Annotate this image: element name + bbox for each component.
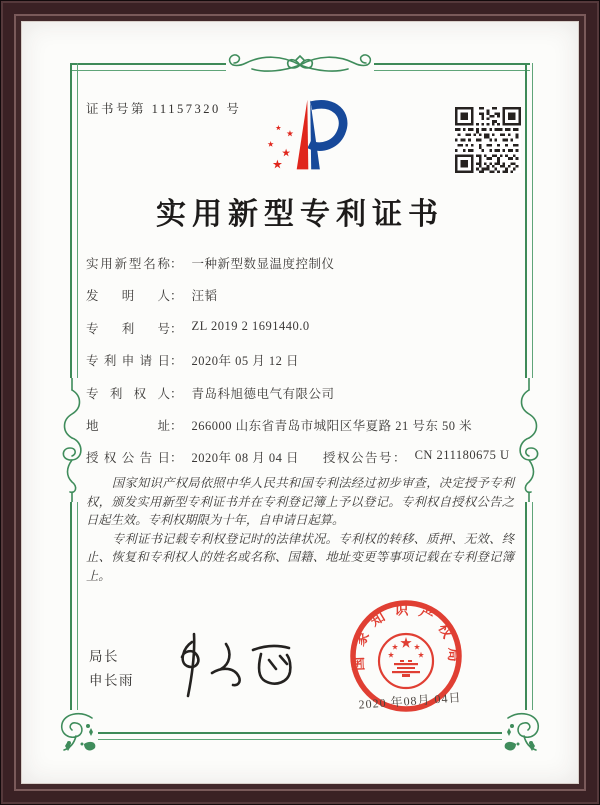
field-colon: ： [170, 257, 183, 271]
field-row-name [86, 254, 516, 272]
field-value: CN 211180675 U [414, 448, 510, 463]
bottom-left-floral-ornament [56, 710, 98, 756]
field-label: 授权公告号 [323, 451, 394, 466]
field-value: 2020年 05 月 12 日 [191, 354, 300, 369]
field-label: 授权公告日 [86, 451, 170, 466]
field-value: 266000 山东省青岛市城阳区华夏路 21 号东 50 米 [191, 418, 473, 433]
field-colon: ： [170, 418, 183, 433]
national-emblem-icon [379, 634, 433, 688]
page-title: 实用新型专利证书 [156, 198, 444, 231]
qr-code [455, 107, 521, 173]
field-row-patentee [86, 384, 516, 402]
issuer-name: 申长雨 [89, 673, 134, 688]
cnipa-logo-icon [250, 96, 355, 178]
field-label: 地址 [86, 418, 170, 433]
field-label: 发明人 [86, 289, 170, 304]
field-colon: ： [170, 386, 183, 401]
field-value: 2020年 08 月 04 日 [191, 451, 300, 466]
field-label: 专利号 [86, 321, 170, 336]
legal-text [86, 474, 514, 586]
border-line-top-right [374, 63, 530, 71]
left-flourish-ornament [62, 378, 83, 502]
field-label: 实用新型名称 [86, 257, 170, 271]
top-flourish-ornament [222, 47, 378, 79]
border-line-left-lower [70, 502, 78, 710]
field-colon: ： [170, 289, 183, 304]
issuer-block [89, 645, 134, 693]
field-colon: ： [170, 354, 183, 369]
field-row-filing-date [86, 351, 516, 369]
border-line-top-left [70, 63, 226, 71]
field-row-patent-number [86, 319, 516, 337]
field-row-inventor [86, 286, 516, 304]
signature-icon [150, 628, 310, 703]
field-colon: ： [170, 321, 183, 336]
bottom-right-floral-ornament [502, 710, 544, 756]
certificate-number: 证书号第 11157320 号 [86, 102, 242, 116]
field-list [86, 254, 516, 481]
field-colon: ： [393, 451, 406, 466]
svg-text:国家知识产权局: 国家知识产权局 [351, 603, 461, 671]
legal-paragraph: 国家知识产权局依照中华人民共和国专利法经过初步审查，决定授予专利权，颁发实用新型专利证书并在专利登记簿上予以登记。专利权自授权公告之日起生效。专利权期限为十年，自申请日起算。 [86, 476, 514, 528]
field-colon: ： [170, 451, 183, 466]
border-line-right-lower [525, 502, 533, 710]
field-row-grant [86, 448, 516, 466]
field-value: ZL 2019 2 1691440.0 [191, 318, 310, 333]
issuer-position: 局长 [89, 649, 119, 664]
border-line-bottom [98, 732, 502, 740]
field-label: 专利权人 [86, 386, 170, 401]
seal-date: 2020 年08月 04日 [358, 690, 462, 712]
field-row-address [86, 416, 516, 434]
field-value: 汪韬 [191, 289, 218, 304]
field-value: 一种新型数显温度控制仪 [191, 257, 335, 271]
field-label: 专利申请日 [86, 354, 170, 369]
legal-paragraph: 专利证书记载专利权登记时的法律状况。专利权的转移、质押、无效、终止、恢复和专利权人的姓名或名称、国籍、地址变更等事项记载在专利登记簿上。 [86, 531, 514, 583]
field-value: 青岛科旭德电气有限公司 [191, 386, 335, 401]
right-flourish-ornament [518, 378, 539, 502]
field-grant-number [323, 448, 510, 466]
